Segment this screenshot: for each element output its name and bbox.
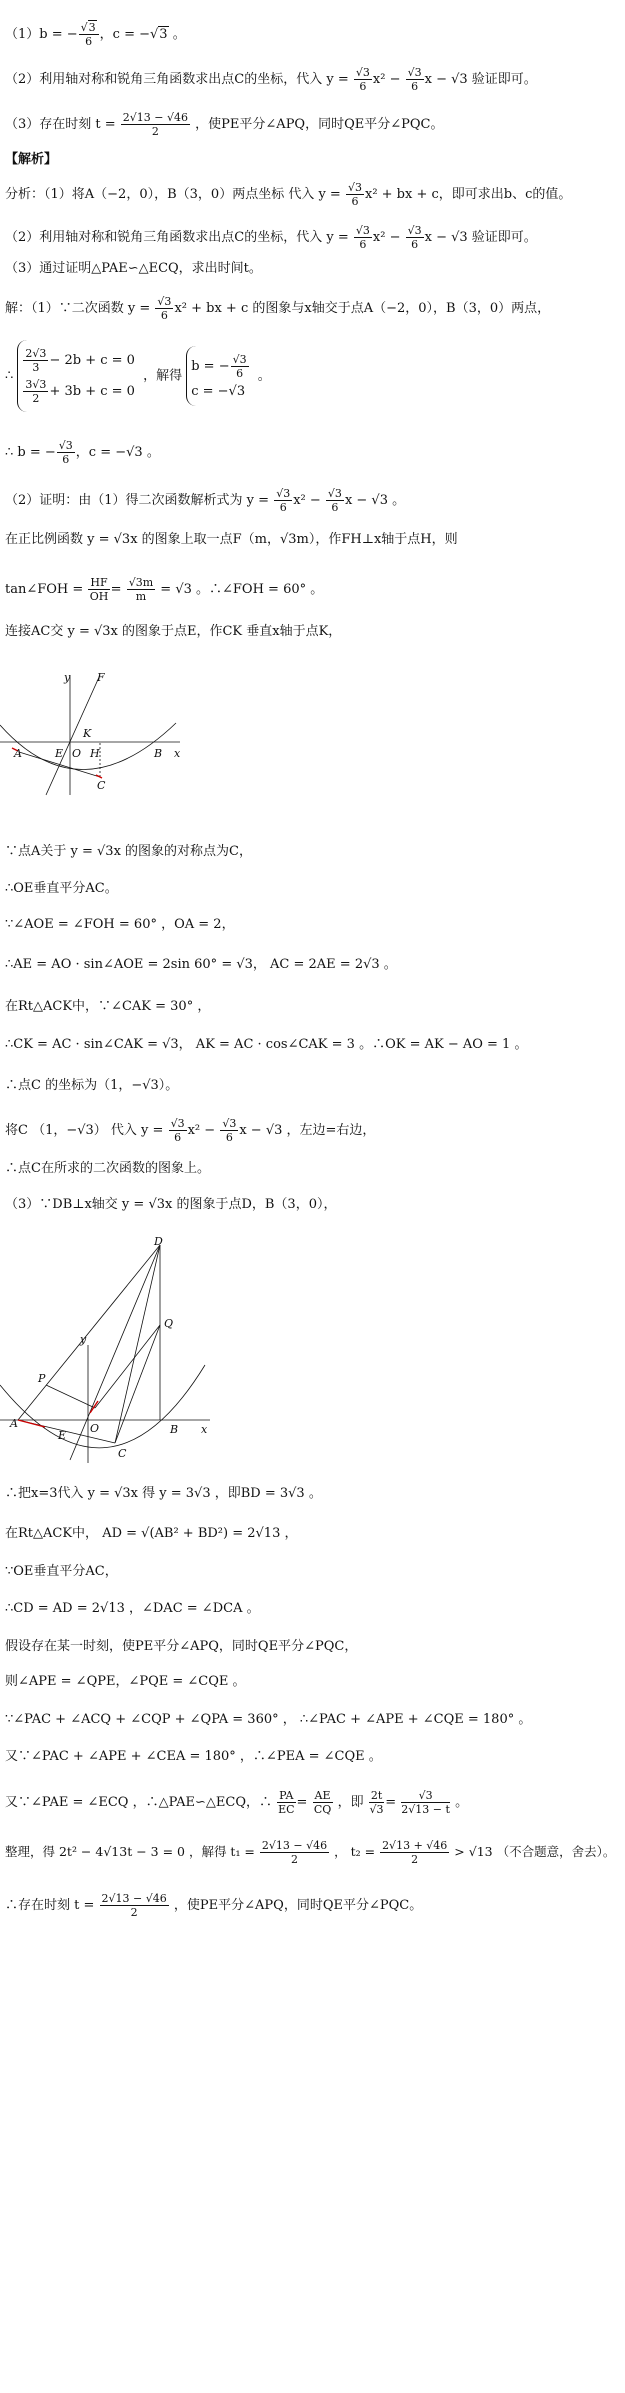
mark-ae: [18, 1420, 45, 1427]
label-y: y: [64, 671, 71, 684]
segment-eq: [95, 1325, 160, 1408]
answer-3: （3）存在时刻 t = $\frac{2√13 - √46}{2}$ ，使PE平分∠APQ，同时QE平分∠PQC。: [5, 111, 444, 138]
label-H: H: [90, 747, 100, 760]
then-line: 则∠APE = ∠QPE，∠PQE = ∠CQE 。: [5, 1674, 246, 1689]
line-y-sqrt3x: [70, 1245, 160, 1460]
label-E: E: [55, 747, 64, 760]
take-point-f: 在正比例函数 y = √3x 的图象上取一点F（m，√3m），作FH⊥x轴于点H，则: [5, 532, 458, 547]
system-left: $\frac{2√3}{3}$ − 2b + c = 0 $\frac{3√3}{2}$ + 3b + c = 0: [17, 340, 139, 412]
label-x: x: [201, 1423, 208, 1436]
ck-line: ∴CK = AC · sin∠CAK = √3， AK = AC · cos∠CAK = 3 。∴OK = AK − AO = 1 。: [5, 1037, 528, 1052]
analysis-title: 【解析】: [5, 152, 58, 167]
line-y-sqrt3x: [46, 675, 100, 795]
system-right: b = − $\frac{√3}{6}$ c = −√3: [186, 346, 253, 406]
label-O: O: [72, 747, 82, 760]
solution-bc: ∴ b = − $\frac{√3}{6}$ ，c = −√3 。: [5, 439, 160, 466]
solution-1: 解：（1）∵二次函数 y = $\frac{√3}{6}$ x² + bx + c 的图象与x轴交于点A（−2，0），B（3，0）两点，: [5, 295, 551, 322]
label-B: B: [170, 1423, 179, 1436]
on-graph-line: ∴点C在所求的二次函数的图象上。: [5, 1161, 210, 1176]
figure-2: [0, 1235, 215, 1465]
label-K: K: [83, 727, 92, 740]
label-A: A: [14, 747, 22, 760]
part3-line: （3）∵DB⊥x轴交 y = √3x 的图象于点D，B（3，0），: [5, 1197, 337, 1212]
label-B: B: [154, 747, 163, 760]
equation-system: ∴ $\frac{2√3}{3}$ − 2b + c = 0 $\frac{3√3}{2}$ + 3b + c = 0 ，解得 b = − $\frac{√3}{6}$ c = −√3 。: [5, 340, 271, 412]
label-P: P: [38, 1372, 46, 1385]
cd-line: ∴CD = AD = 2√13 ，∠DAC = ∠DCA 。: [5, 1601, 260, 1616]
label-O: O: [90, 1422, 100, 1435]
similar-line: 又∵∠PAE = ∠ECQ ，∴△PAE∽△ECQ，∴ $\frac{PA}{EC}$ = $\frac{AE}{CQ}$ ，即 $\frac{2t}{√3}$ = $\frac{√3}{2√13 - t}$ 。: [5, 1789, 469, 1816]
connect-line: 连接AC交 y = √3x 的图象于点E，作CK 垂直x轴于点K，: [5, 624, 342, 639]
point-c-line: ∴点C 的坐标为（1，−√3）。: [5, 1078, 179, 1093]
label-D: D: [154, 1235, 163, 1248]
segment-ad: [18, 1245, 160, 1420]
tan-line: tan∠FOH = $\frac{HF}{OH}$ = $\frac{√3m}{m}$ = √3 。∴∠FOH = 60° 。: [5, 576, 324, 603]
label-y: y: [80, 1333, 87, 1346]
segment-cd: [115, 1245, 160, 1443]
tidy-line: 整理，得 2t² − 4√13t − 3 = 0 ，解得 t₁ = $\frac{2√13 - √46}{2}$ ， t₂ = $\frac{2√13 + √46}{2}$ > √13 （不合题意，舍去）。: [5, 1839, 616, 1866]
also-line: 又∵∠PAC + ∠APE + ∠CEA = 180° ，∴∠PEA = ∠CQE 。: [5, 1749, 382, 1764]
rt-line: 在Rt△ACK中，∵∠CAK = 30° ，: [5, 999, 211, 1014]
sum-line: ∵∠PAC + ∠ACQ + ∠CQP + ∠QPA = 360° ， ∴∠PAC + ∠APE + ∠CQE = 180° 。: [5, 1712, 532, 1727]
aoe-line: ∵∠AOE = ∠FOH = 60° ，OA = 2，: [5, 917, 235, 932]
symmetry-line: ∵点A关于 y = √3x 的图象的对称点为C，: [5, 844, 252, 859]
label-A: A: [10, 1417, 18, 1430]
substitute-line: 将C （1，−√3） 代入 y = $\frac{√3}{6}$ x² − $\frac{√3}{6}$ x − √3 ，左边=右边，: [5, 1117, 376, 1144]
label-F: F: [97, 671, 105, 684]
label-C: C: [118, 1447, 127, 1460]
ad-line: 在Rt△ACK中， AD = √(AB² + BD²) = 2√13 ，: [5, 1526, 298, 1541]
figure-1: [0, 665, 190, 800]
label-C: C: [97, 779, 106, 792]
answer-2: （2）利用轴对称和锐角三角函数求出点C的坐标，代入 y = $\frac{√3}{6}$ x² − $\frac{√3}{6}$ x − √3 验证即可。: [5, 66, 537, 93]
label-Q: Q: [164, 1317, 174, 1330]
analysis-3: （3）通过证明△PAE∽△ECQ，求出时间t。: [5, 261, 262, 276]
analysis-1: 分析：（1）将A（−2，0），B（3，0）两点坐标 代入 y = $\frac{√3}{6}$ x² + bx + c，即可求出b、c的值。: [5, 181, 572, 208]
proof-2: （2）证明：由（1）得二次函数解析式为 y = $\frac{√3}{6}$ x² − $\frac{√3}{6}$ x − √3 。: [5, 487, 406, 514]
answer-1: （1）b = − $\frac{√3}{6}$ ，c = −√3 。: [5, 21, 186, 48]
mark-c: [96, 775, 102, 778]
x3-line: ∴把x=3代入 y = √3x 得 y = 3√3 ，即BD = 3√3 。: [5, 1486, 322, 1501]
oe-line: ∴OE垂直平分AC。: [5, 881, 118, 896]
ae-line: ∴AE = AO · sin∠AOE = 2sin 60° = √3， AC = 2AE = 2√3 。: [5, 957, 397, 972]
final-line: ∴存在时刻 t = $\frac{2√13 - √46}{2}$ ，使PE平分∠APQ，同时QE平分∠PQC。: [5, 1892, 423, 1919]
label-x: x: [174, 747, 181, 760]
analysis-2: （2）利用轴对称和锐角三角函数求出点C的坐标，代入 y = $\frac{√3}{6}$ x² − $\frac{√3}{6}$ x − √3 验证即可。: [5, 224, 537, 251]
assume-line: 假设存在某一时刻，使PE平分∠APQ，同时QE平分∠PQC，: [5, 1639, 358, 1654]
oe2-line: ∵OE垂直平分AC，: [5, 1564, 118, 1579]
label-E: E: [58, 1429, 67, 1442]
